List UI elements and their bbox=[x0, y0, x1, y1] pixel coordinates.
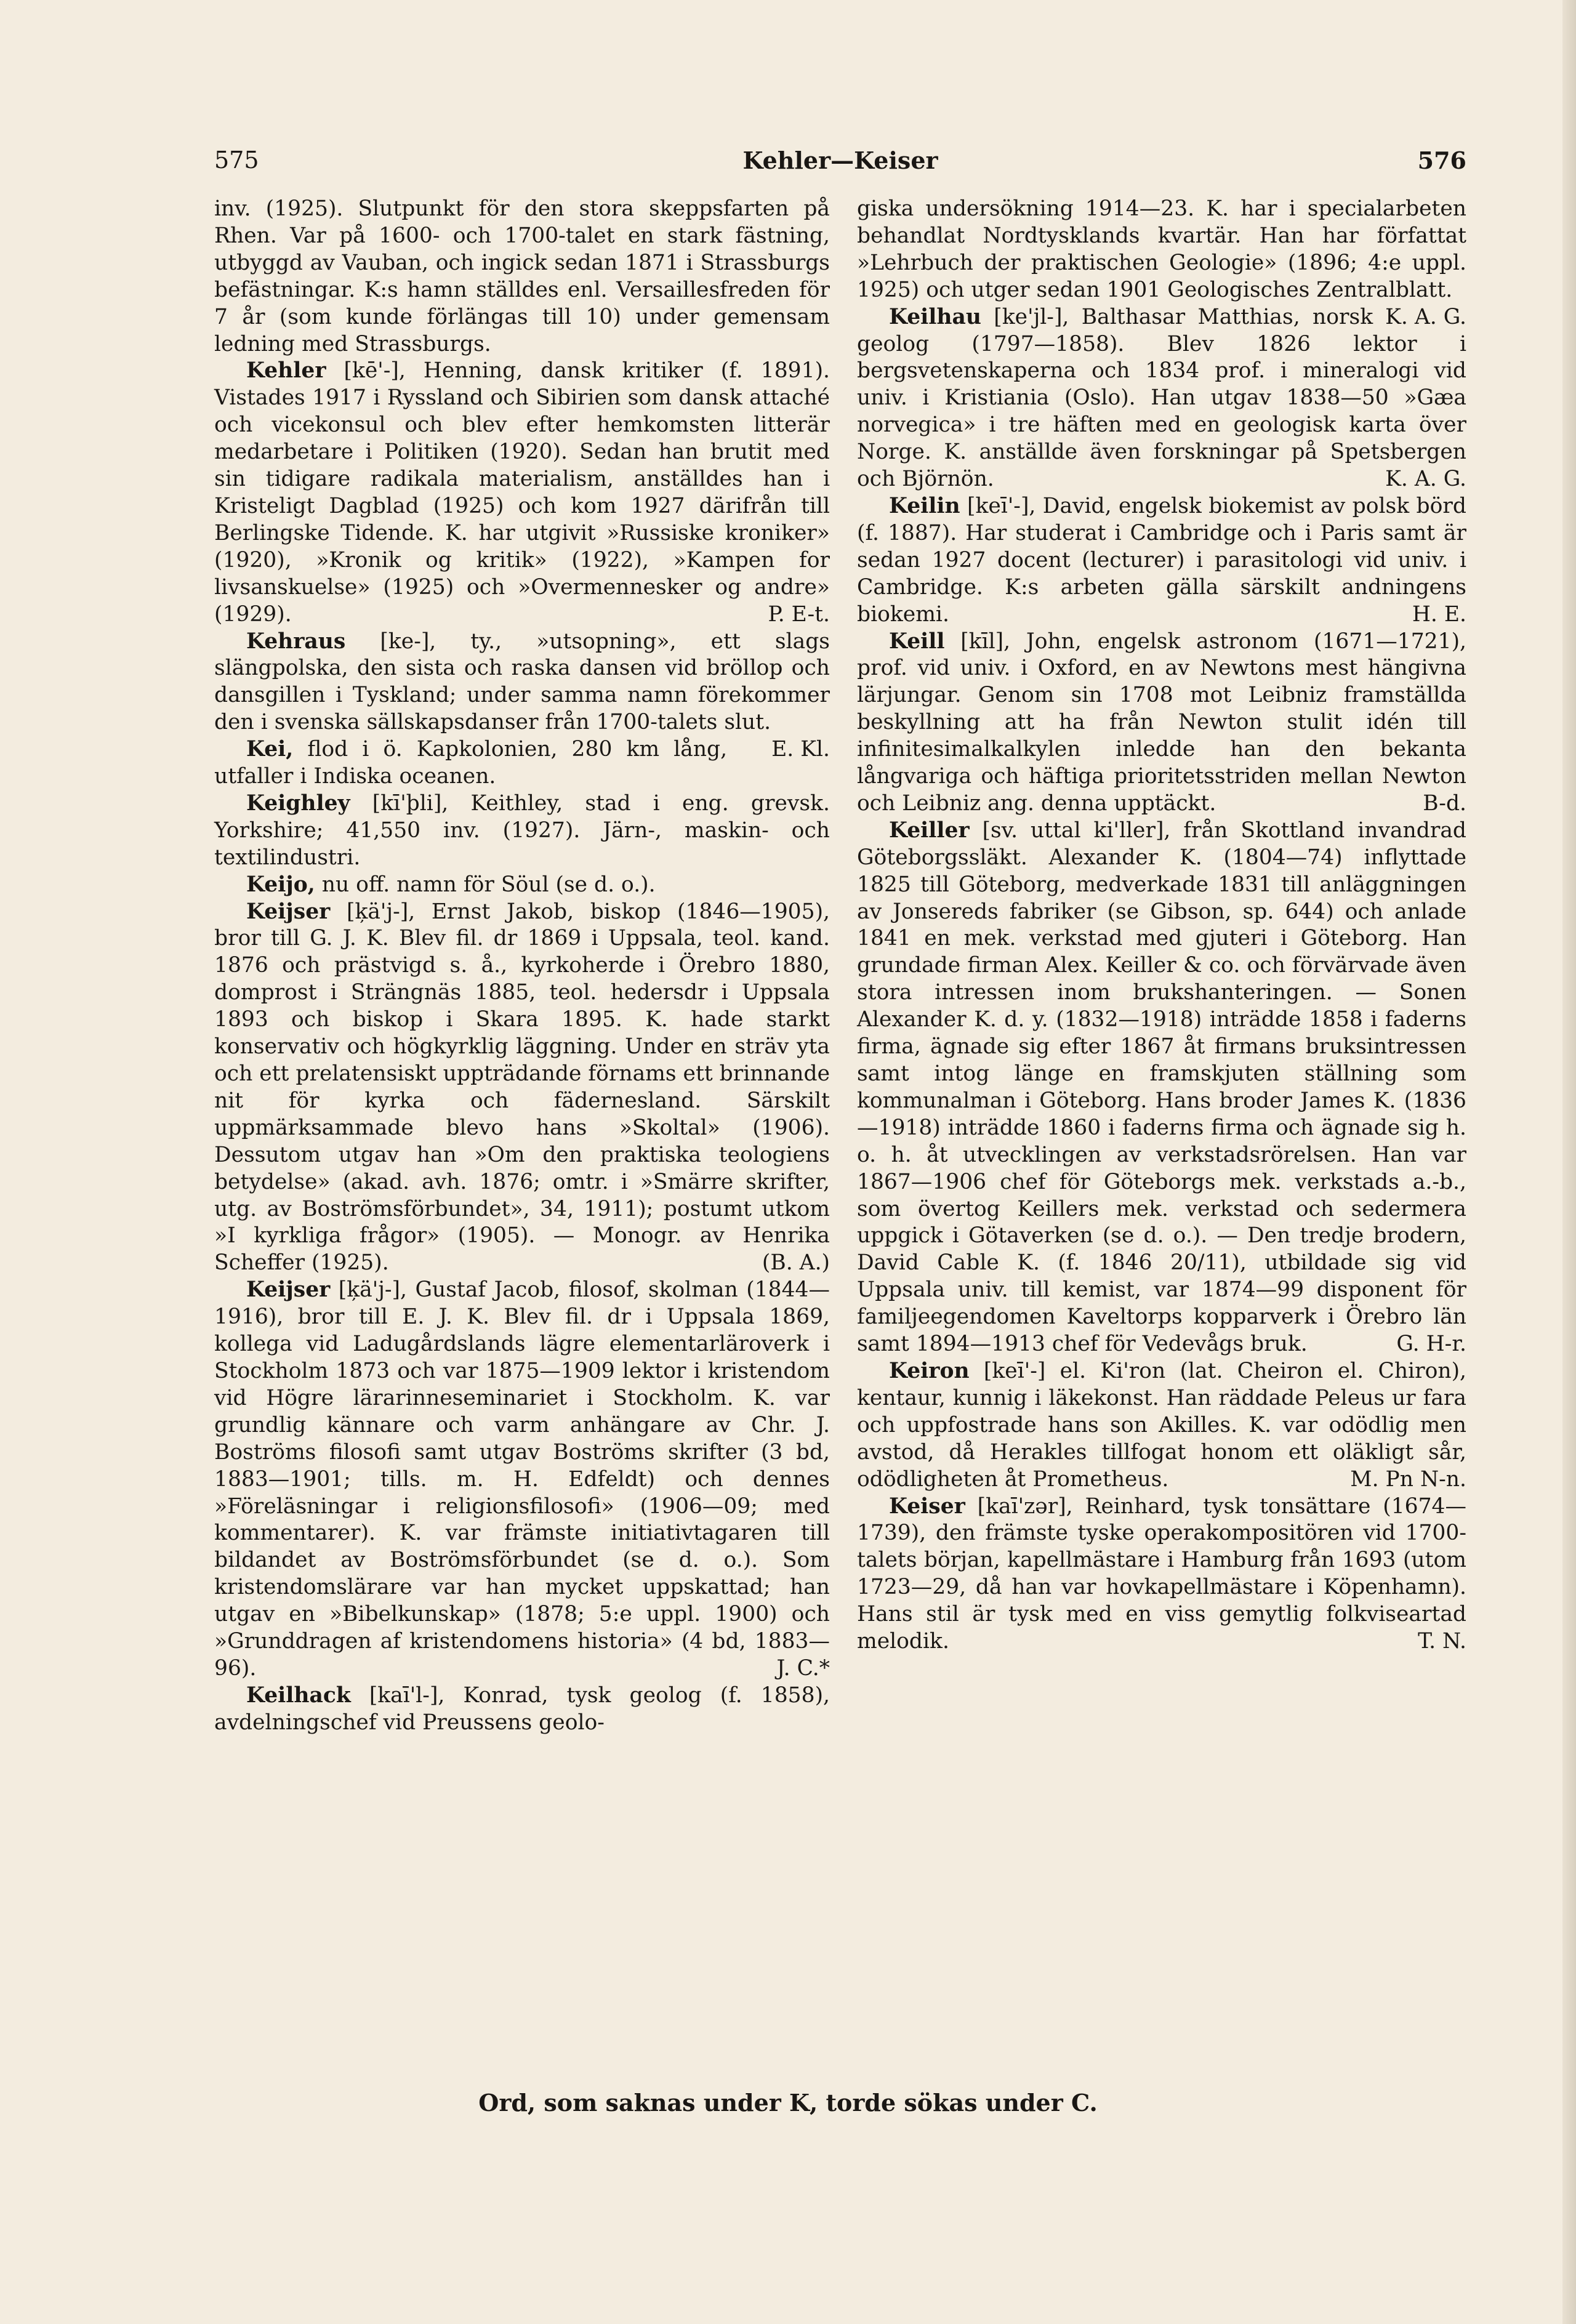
page-number-right: 576 bbox=[1417, 147, 1466, 174]
entry bbox=[857, 493, 1466, 629]
entry bbox=[214, 358, 830, 628]
page-header bbox=[214, 147, 1466, 183]
entry-headword: Kehler bbox=[246, 358, 326, 384]
entry-text: [ķä'j-], Ernst Jakob, biskop (1846—1905), bror till G. J. K. Blev fil. dr 1869 i Uppsala, teol. kand. 1876 och prästvigd s. å., kyrkoherde i Örebro 1880, domprost i Strängnäs 1885, teol. hedersdr i Uppsala 1893 och biskop i Skara 1895. K. hade starkt konservativ och högkyrklig läggning. Under en sträv yta och ett prelatensiskt uppträdande förnams ett brinnande nit för kyrka och fädernesland. Särskilt uppmärksammade blevo hans »Skoltal» (1906). Dessutom utgav han »Om den praktiska teologiens betydelse» (akad. avh. 1876; omtr. i »Smärre skrifter, utg. av Boströmsförbundet», 34, 1911); postumt utkom »I kyrkliga frågor» (1905). — Monogr. av Henrika Scheffer (1925). bbox=[214, 899, 830, 1276]
page-number-left: 575 bbox=[214, 147, 259, 174]
entry-headword: Keiser bbox=[889, 1494, 965, 1519]
entry-text: [ke-], ty., »utsopning», ett slags slängpolska, den sista och raska dansen vid bröllop och dansgillen i Tyskland; under samma namn förekommer den i svenska sällskapsdanser från 1700-talets slut. bbox=[214, 629, 830, 735]
entry-headword: Keiron bbox=[889, 1358, 970, 1383]
entry-text: [kaī'zər], Reinhard, tysk tonsättare (1674—1739), den främste tyske operakompositören vid 1700-talets början, kapellmästare i Hamburg från 1693 (utom 1723—29, då han var hovkapellmästare i Köpenhamn). Hans stil är tysk med en viss gemytlig folkviseartad melodik. bbox=[857, 1494, 1466, 1654]
right-column bbox=[857, 196, 1466, 1655]
entry bbox=[857, 1494, 1466, 1655]
entry-signature: P. E-t. bbox=[768, 601, 830, 627]
entry-headword: Keijo, bbox=[246, 872, 315, 897]
entry-headword: Kei, bbox=[246, 737, 294, 762]
entry-signature: E. Kl. bbox=[771, 737, 830, 762]
entry bbox=[857, 818, 1466, 1358]
entry-headword: Keill bbox=[889, 629, 945, 654]
entry-text: giska undersökning 1914—23. K. har i specialarbeten behandlat Nordtysklands kvartär. Han har författat »Lehrbuch der praktischen Geologie» (1896; 4:e uppl. 1925) och utger sedan 1901 Geologisches Zentralblatt. bbox=[857, 196, 1466, 302]
entry-text: [kē'-], Henning, dansk kritiker (f. 1891). Vistades 1917 i Ryssland och Sibirien som dansk attaché och vicekonsul och blev efter hemkomsten litterär medarbetare i Politiken (1920). Sedan han brutit med sin tidigare radikala materialism, anställdes han i Kristeligt Dagblad (1925) och kom 1927 därifrån till Berlingske Tidende. K. har utgivit »Russiske kroniker» (1920), »Kronik og kritik» (1922), »Kampen for livsanskuelse» (1925) och »Overmennesker og andre» (1929). bbox=[214, 358, 830, 627]
entry bbox=[214, 196, 830, 358]
entry-signature: K. A. G. bbox=[1385, 304, 1466, 329]
entry bbox=[214, 790, 830, 872]
entry-signature: G. H-r. bbox=[1396, 1332, 1466, 1357]
entry-signature: K. A. G. bbox=[1385, 467, 1466, 492]
entry bbox=[214, 872, 830, 899]
entry-text: [ke'jl-], Balthasar Matthias, norsk geolog (1797—1858). Blev 1826 lektor i bergsvetenskaperna och 1834 prof. i mineralogi vid univ. i Kristiania (Oslo). Han utgav 1838—50 »Gæa norvegica» i tre häften med en geologisk karta över Norge. K. anställde även forskningar på Spetsbergen och Björnön. bbox=[857, 304, 1466, 492]
entry-headword: Keijser bbox=[246, 1277, 331, 1303]
entry bbox=[857, 1358, 1466, 1494]
entry-signature: H. E. bbox=[1412, 601, 1466, 627]
entry-headword: Keilhack bbox=[246, 1683, 351, 1708]
entry-text: inv. (1925). Slutpunkt för den stora skeppsfarten på Rhen. Var på 1600- och 1700-talet en stark fästning, utbyggd av Vauban, och ingick sedan 1871 i Strassburgs befästningar. K:s hamn ställdes enl. Versaillesfreden för 7 år (som kunde förlängas till 10) under gemensam ledning med Strassburgs. bbox=[214, 196, 830, 356]
entry-text: [kaī'l-], Konrad, tysk geolog (f. 1858), avdelningschef vid Preussens geolo- bbox=[214, 1683, 830, 1735]
entry-headword: Keijser bbox=[246, 899, 331, 924]
entry-headword: Keilhau bbox=[889, 304, 981, 329]
entry-text: [kī'þli], Keithley, stad i eng. grevsk. Yorkshire; 41,550 inv. (1927). Järn-, maskin- och textilindustri. bbox=[214, 790, 830, 870]
entry-headword: Keighley bbox=[246, 790, 350, 816]
entry-text: [kīl], John, engelsk astronom (1671—1721), prof. vid univ. i Oxford, en av Newtons mest hängivna lärjungar. Genom sin 1708 mot Leibniz framställda beskyllning att ha från Newton stulit idén till infinitesimalkalkylen inledde han den bekanta långvariga och häftiga prioritetsstriden mellan Newton och Leibniz ang. denna upptäckt. bbox=[857, 629, 1466, 816]
entry-signature: B-d. bbox=[1423, 790, 1466, 816]
entry-headword: Keilin bbox=[889, 493, 960, 518]
footer-note: Ord, som saknas under K, torde sökas under C. bbox=[478, 2089, 1098, 2117]
left-column bbox=[214, 196, 830, 1737]
entry-text: flod i ö. Kapkolonien, 280 km lång, utfaller i Indiska oceanen. bbox=[214, 737, 728, 789]
entry-text: [keī'-], David, engelsk biokemist av polsk börd (f. 1887). Har studerat i Cambridge och i Paris samt är sedan 1927 docent (lecturer) i parasitologi vid univ. i Cambridge. K:s arbeten gälla särskilt andningens biokemi. bbox=[857, 493, 1466, 627]
entry bbox=[857, 629, 1466, 818]
entry-signature: (B. A.) bbox=[762, 1250, 830, 1276]
entry-signature: J. C.* bbox=[776, 1655, 830, 1681]
entry-text: nu off. namn för Söul (se d. o.). bbox=[315, 872, 656, 897]
running-title: Kehler—Keiser bbox=[742, 147, 938, 174]
entry-headword: Kehraus bbox=[246, 629, 346, 654]
entry-text: [sv. uttal ki'ller], från Skottland invandrad Göteborgssläkt. Alexander K. (1804—74) inflyttade 1825 till Göteborg, medverkade 1831 till anläggningen av Jonsereds fabriker (se Gibson, sp. 644) och anlade 1841 en mek. verkstad med gjuteri i Göteborg. Han grundade firman Alex. Keiller & co. och förvärvade även stora intressen inom brukshanteringen. — Sonen Alexander K. d. y. (1832—1918) inträdde 1858 i faderns firma, ägnade sig efter 1867 åt firmans bruksintressen samt intog länge en framskjuten ställning som kommunalman i Göteborg. Hans broder James K. (1836—1918) inträdde 1860 i faderns firma och ägnade sig h. o. h. åt utvecklingen av verkstadsrörelsen. Han var 1867—1906 chef för Göteborgs mek. verkstads a.-b., som övertog Keillers mek. verkstad och sedermera uppgick i Götaverken (se d. o.). — Den tredje brodern, David Cable K. (f. 1846 20/11), utbildade sig vid Uppsala univ. till kemist, var 1874—99 disponent för familjeegendomen Kaveltorps kopparverk i Örebro län samt 1894—1913 chef för Vedevågs bruk. bbox=[857, 818, 1466, 1357]
page-edge bbox=[1562, 0, 1576, 2324]
entry-text: [ķä'j-], Gustaf Jacob, filosof, skolman (1844—1916), bror till E. J. K. Blev fil. dr i Uppsala 1869, kollega vid Ladugårdslands lägre elementarläroverk i Stockholm 1873 och var 1875—1909 lektor i kristendom vid Högre lärarinneseminariet i Stockholm. K. var grundlig kännare och varm anhängare av Chr. J. Boströms filosofi samt utgav Boströms skrifter (3 bd, 1883—1901; tills. m. H. Edfeldt) och dennes »Föreläsningar i religionsfilosofi» (1906—09; med kommentarer). K. var främste initiativtagaren till bildandet av Boströmsförbundet (se d. o.). Som kristendomslärare var han mycket uppskattad; han utgav en »Bibelkunskap» (1878; 5:e uppl. 1900) och »Grunddragen af kristendomens historia» (4 bd, 1883—96). bbox=[214, 1277, 830, 1681]
entry-headword: Keiller bbox=[889, 818, 970, 843]
entry bbox=[214, 1277, 830, 1683]
entry-signature: M. Pn N-n. bbox=[1350, 1466, 1466, 1492]
entry-text: [keī'-] el. Ki'ron (lat. Cheiron el. Chiron), kentaur, kunnig i läkekonst. Han räddade Peleus ur fara och uppfostrade hans son Akilles. K. var odödlig men avstod, då Herakles tillfogat honom ett oläkligt sår, odödligheten åt Prometheus. bbox=[857, 1358, 1466, 1492]
entry bbox=[214, 899, 830, 1277]
entry-signature: T. N. bbox=[1418, 1629, 1466, 1654]
entry bbox=[857, 304, 1466, 493]
entry bbox=[214, 1683, 830, 1737]
